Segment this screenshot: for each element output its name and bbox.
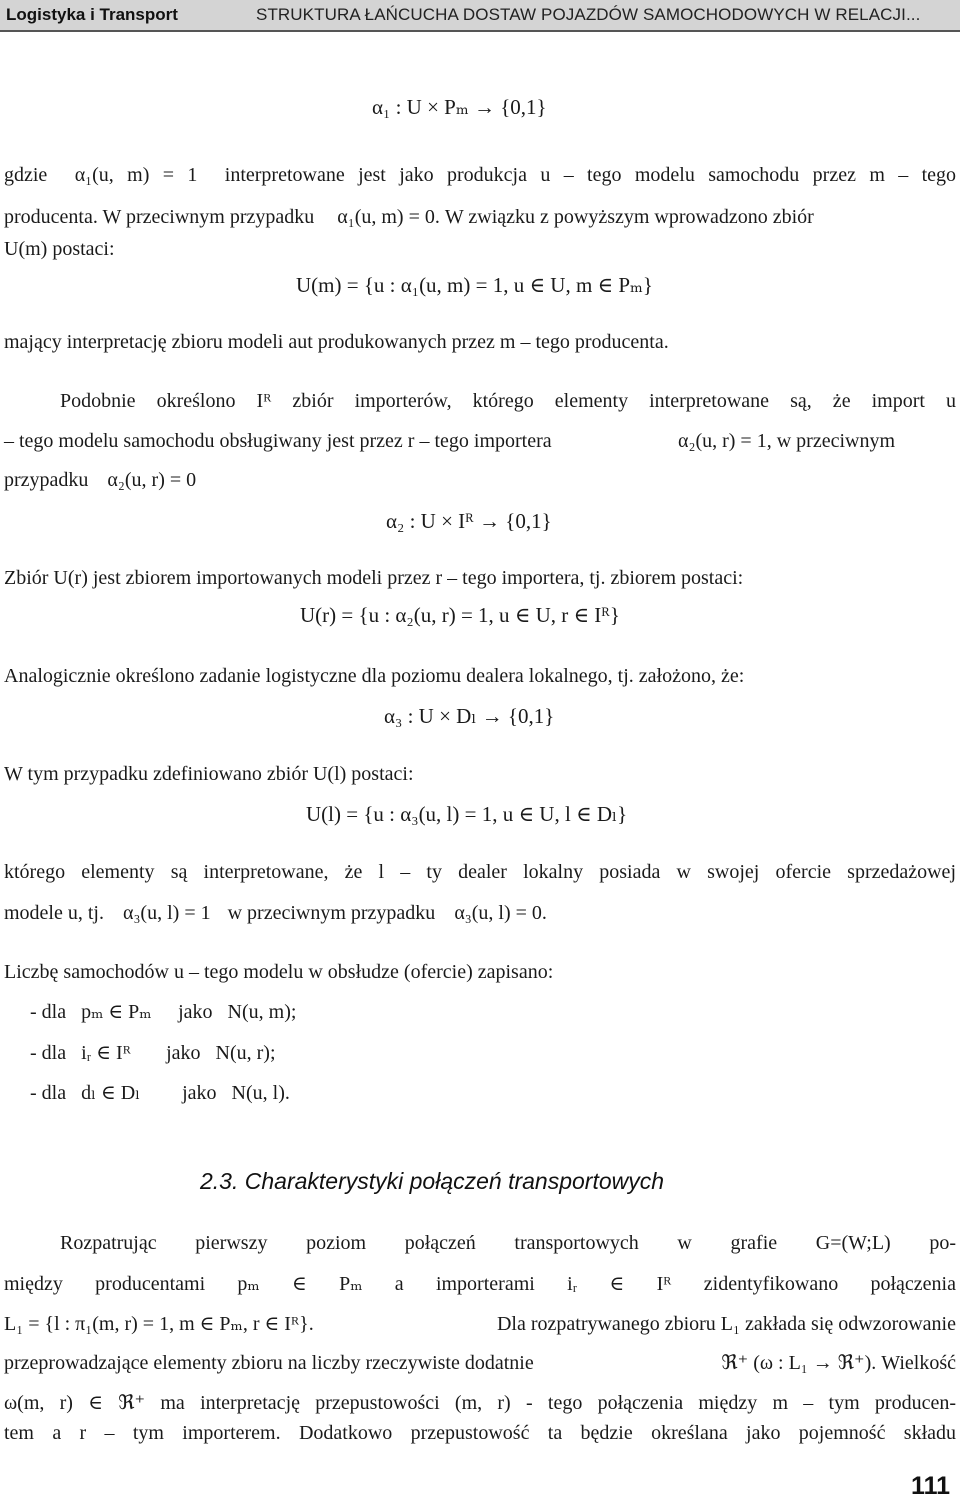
word-gdzie: gdzie [4, 164, 48, 186]
equation-alpha2-mapping: α₂ : U × Iᴿ → {0,1} [386, 509, 552, 533]
text-przypadku: przypadku [4, 469, 89, 491]
formula-alpha2-equals-0: α₂(u, r) = 0 [107, 469, 197, 491]
list-item: - dla dₗ ∈ Dₗ jako N(u, l). [30, 1082, 290, 1104]
formula-alpha3-equals-0: α₃(u, l) = 0. [454, 902, 547, 924]
formula-alpha1-equals-0: α₁(u, m) = 0 [337, 206, 435, 228]
equation-alpha1-mapping: α₁ : U × Pₘ → {0,1} [372, 95, 547, 119]
equation-alpha3-mapping: α₃ : U × Dₗ → {0,1} [384, 704, 555, 728]
equation-set-U-m: U(m) = {u : α₁(u, m) = 1, u ∈ U, m ∈ Pₘ} [296, 273, 653, 297]
paragraph-rozpatrujac-line5: ω(m, r) ∈ ℜ⁺ ma interpretację przepustowości (m, r) - tego połączenia między m – tym producen- [4, 1392, 956, 1414]
paragraph-zbior-U-r: Zbiór U(r) jest zbiorem importowanych modeli przez r – tego importera, tj. zbiorem postaci: [4, 567, 744, 589]
text-w-przeciwnym: w przeciwnym przypadku [227, 902, 436, 924]
text-importera: – tego modelu samochodu obsługiwany jest przez r – tego importera [4, 430, 552, 452]
running-title: STRUKTURA ŁAŃCUCHA DOSTAW POJAZDÓW SAMOCHODOWYCH W RELACJI... [256, 5, 921, 24]
formula-omega-mapping: ℜ⁺ (ω : L₁ → ℜ⁺). Wielkość [721, 1352, 956, 1374]
formula-alpha2-equals-1: α₂(u, r) = 1, w przeciwnym [678, 430, 896, 452]
text-przeprowadzajace: przeprowadzające elementy zbioru na liczby rzeczywiste dodatnie [4, 1352, 534, 1374]
paragraph-podobnie-line3 [4, 468, 196, 492]
journal-name: Logistyka i Transport [6, 5, 178, 24]
paragraph-gdzie-line1 [4, 163, 956, 187]
list-item: - dla pₘ ∈ Pₘ jako N(u, m); [30, 1001, 297, 1023]
paragraph-podobnie-line1: Podobnie określono Iᴿ zbiór importerów, którego elementy interpretowane są, że import u [60, 390, 956, 412]
formula-alpha1-equals-1: α₁(u, m) = 1 [74, 164, 198, 186]
text-odwzorowanie: Dla rozpatrywanego zbioru L₁ zakłada się odwzorowanie [496, 1313, 956, 1335]
list-item: - dla iᵣ ∈ Iᴿ jako N(u, r); [30, 1042, 276, 1064]
paragraph-rozpatrujac-line4 [4, 1351, 956, 1375]
paragraph-ktorego-line2 [4, 901, 547, 925]
equation-set-U-l: U(l) = {u : α₃(u, l) = 1, u ∈ U, l ∈ Dₗ} [306, 802, 628, 826]
paragraph-rozpatrujac-line6: tem a r – tym importerem. Dodatkowo przepustowość ta będzie określana jako pojemność składu [4, 1422, 956, 1444]
section-heading: 2.3. Charakterystyki połączeń transportowych [200, 1168, 665, 1194]
text-produkcja: interpretowane jest jako produkcja u – tego modelu samochodu przez m – tego [224, 164, 957, 186]
running-header [0, 0, 960, 32]
formula-alpha3-equals-1: α₃(u, l) = 1 [122, 902, 211, 924]
paragraph-rozpatrujac-line1: Rozpatrując pierwszy poziom połączeń transportowych w grafie G=(W;L) po- [60, 1232, 956, 1254]
text-przeciwnym: producenta. W przeciwnym przypadku [4, 206, 315, 228]
paragraph-gdzie-line3: U(m) postaci: [4, 238, 115, 260]
text-modele: modele u, tj. [4, 902, 104, 924]
paragraph-rozpatrujac-line2: między producentami pₘ ∈ Pₘ a importerami iᵣ ∈ Iᴿ zidentyfikowano połączenia [4, 1273, 956, 1295]
paragraph-rozpatrujac-line3 [4, 1312, 956, 1336]
paragraph-ktorego-line1: którego elementy są interpretowane, że l – ty dealer lokalny posiada w swojej ofercie sprzedażowej [4, 861, 956, 883]
equation-set-U-r: U(r) = {u : α₂(u, r) = 1, u ∈ U, r ∈ Iᴿ} [300, 603, 620, 627]
paragraph-podobnie-line2 [4, 429, 956, 453]
text-wprowadzono: . W związku z powyższym wprowadzono zbiór [434, 206, 814, 228]
paragraph-gdzie-line2 [4, 205, 814, 229]
paragraph-w-tym-przypadku: W tym przypadku zdefiniowano zbiór U(l) postaci: [4, 763, 414, 785]
formula-L1-set: L₁ = {l : π₁(m, r) = 1, m ∈ Pₘ, r ∈ Iᴿ}. [4, 1313, 314, 1335]
page-number: 111 [911, 1472, 950, 1500]
paragraph-majacy: mający interpretację zbioru modeli aut produkowanych przez m – tego producenta. [4, 331, 669, 353]
paragraph-analogicznie: Analogicznie określono zadanie logistyczne dla poziomu dealera lokalnego, tj. założono, że: [4, 665, 745, 687]
paragraph-liczbe: Liczbę samochodów u – tego modelu w obsłudze (ofercie) zapisano: [4, 961, 554, 983]
